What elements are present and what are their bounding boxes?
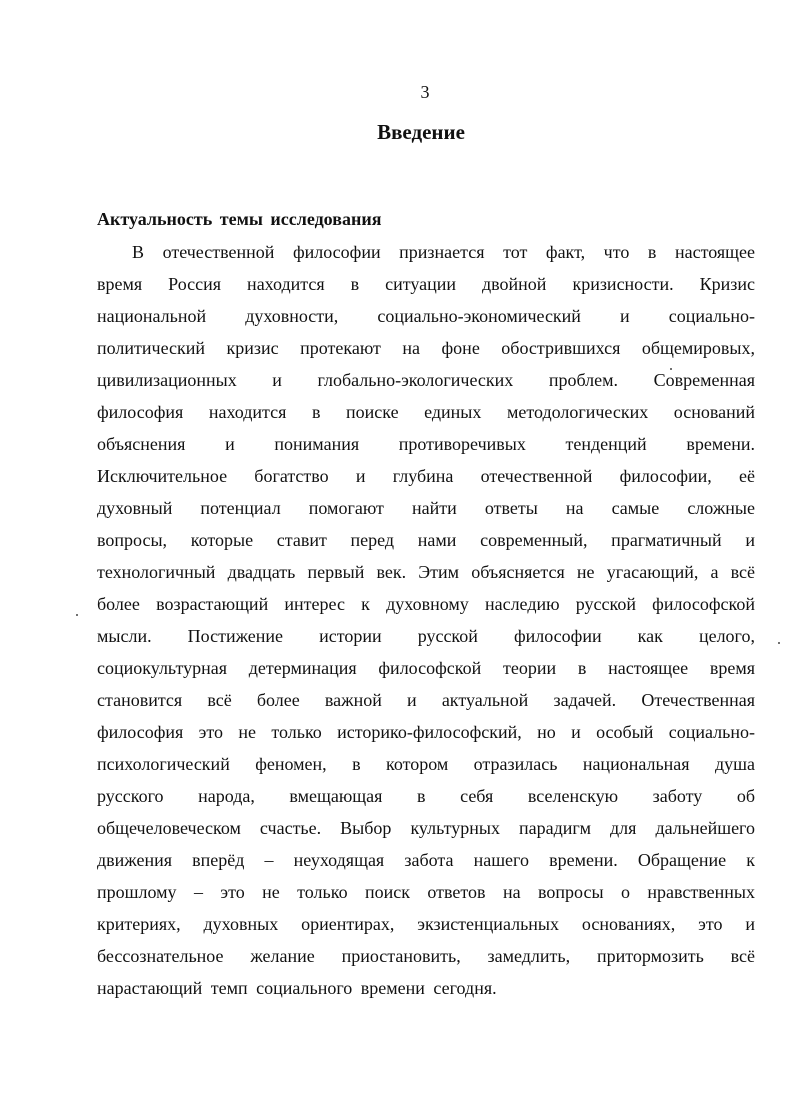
paragraph-line: мысли. Постижение истории русской философии как целого,: [97, 626, 755, 646]
paragraph: [97, 236, 755, 1004]
scan-speck: [778, 642, 780, 644]
paragraph-line: прошлому – это не только поиск ответов на вопросы о нравственных: [97, 882, 755, 902]
paragraph-line: политический кризис протекают на фоне обострившихся общемировых,: [97, 338, 755, 358]
paragraph-line: технологичный двадцать первый век. Этим объясняется не угасающий, а всё: [97, 562, 755, 582]
paragraph-line: В отечественной философии признается тот факт, что в настоящее: [132, 242, 755, 262]
paragraph-line: цивилизационных и глобально-экологических проблем. Современная: [97, 370, 755, 390]
paragraph-line: общечеловеческом счастье. Выбор культурных парадигм для дальнейшего: [97, 818, 755, 838]
paragraph-line: вопросы, которые ставит перед нами современный, прагматичный и: [97, 530, 755, 550]
paragraph-line: Исключительное богатство и глубина отечественной философии, её: [97, 466, 755, 486]
paragraph-line: социокультурная детерминация философской теории в настоящее время: [97, 658, 755, 678]
scan-speck: [670, 368, 672, 370]
paragraph-line: более возрастающий интерес к духовному наследию русской философской: [97, 594, 755, 614]
paragraph-line: бессознательное желание приостановить, замедлить, притормозить всё: [97, 946, 755, 966]
section-heading: Актуальность темы исследования: [97, 209, 382, 229]
paragraph-line: национальной духовности, социально-экономический и социально-: [97, 306, 755, 326]
paragraph-line: объяснения и понимания противоречивых тенденций времени.: [97, 434, 755, 454]
paragraph-line: философия это не только историко-философский, но и особый социально-: [97, 722, 755, 742]
paragraph-line: движения вперёд – неуходящая забота нашего времени. Обращение к: [97, 850, 755, 870]
paragraph-line: психологический феномен, в котором отразилась национальная душа: [97, 754, 755, 774]
paragraph-line: время Россия находится в ситуации двойной кризисности. Кризис: [97, 274, 755, 294]
paragraph-line: становится всё более важной и актуальной задачей. Отечественная: [97, 690, 755, 710]
page-number: 3: [420, 82, 430, 102]
paragraph-line: русского народа, вмещающая в себя вселенскую заботу об: [97, 786, 755, 806]
paragraph-line: критериях, духовных ориентирах, экзистенциальных основаниях, это и: [97, 914, 755, 934]
paragraph-line: нарастающий темп социального времени сегодня.: [97, 978, 497, 998]
paragraph-line: философия находится в поиске единых методологических оснований: [97, 402, 755, 422]
paragraph-line: духовный потенциал помогают найти ответы на самые сложные: [97, 498, 755, 518]
scan-speck: [76, 614, 78, 616]
page-title: Введение: [377, 120, 465, 144]
